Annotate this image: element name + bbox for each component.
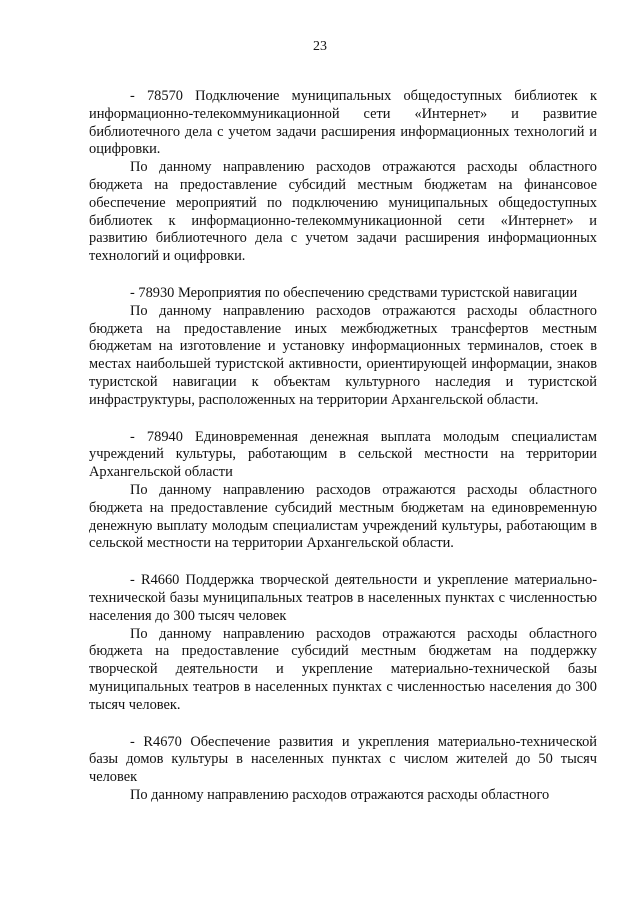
section-text: По данному направлению расходов отражаются расходы областного бюджета на предоставление субсидий местным бюджетам на поддержку творческой деятельности и укрепление материально-технической базы муниципальных театров в населенных пунктах с численностью населения до 300 тысяч человек.: [89, 625, 597, 713]
section-text: По данному направлению расходов отражаются расходы областного бюджета на предоставление субсидий местным бюджетам на единовременную денежную выплату молодым специалистам учреждений культуры, работающим в сельской местности на территории Архангельской области.: [89, 481, 597, 552]
section-heading: - 78940 Единовременная денежная выплата молодым специалистам учреждений культуры, работающим в сельской местности на территории Архангельской области: [89, 428, 597, 481]
section-heading: - 78570 Подключение муниципальных общедоступных библиотек к информационно-телекоммуникационной сети «Интернет» и развитие библиотечного дела с учетом задачи расширения информационных технологий и оцифровки.: [89, 88, 597, 158]
section-heading: - 78930 Мероприятия по обеспечению средствами туристской навигации: [130, 284, 578, 301]
section-78570: [89, 88, 597, 266]
document-body: [89, 88, 597, 824]
section-78940: [89, 429, 597, 554]
section-r4670: [89, 734, 597, 805]
section-text: По данному направлению расходов отражаются расходы областного: [130, 786, 550, 803]
section-78930: [89, 285, 597, 410]
page-number: 23: [313, 39, 327, 54]
section-text: По данному направлению расходов отражаются расходы областного бюджета на предоставление иных межбюджетных трансфертов местным бюджетам на изготовление и установку информационных терминалов, стоек в местах наибольшей туристской активности, ориентирующей информации, знаков туристской навигации к объектам культурного наследия и туристской инфраструктуры, расположенных на территории Архангельской области.: [89, 302, 597, 408]
section-heading: - R4660 Поддержка творческой деятельности и укрепление материально-технической базы муниципальных театров в населенных пунктах с численностью населения до 300 тысяч человек: [89, 572, 597, 624]
section-r4660: [89, 572, 597, 714]
section-heading: - R4670 Обеспечение развития и укрепления материально-технической базы домов культуры в населенных пунктах с числом жителей до 50 тысяч человек: [89, 733, 597, 786]
section-text: По данному направлению расходов отражаются расходы областного бюджета на предоставление субсидий местным бюджетам на финансовое обеспечение мероприятий по подключению муниципальных общедоступных библиотек к информационно-телекоммуникационной сети «Интернет» и развитию библиотечного дела с учетом задачи расширения информационных технологий и оцифровки.: [89, 159, 597, 265]
